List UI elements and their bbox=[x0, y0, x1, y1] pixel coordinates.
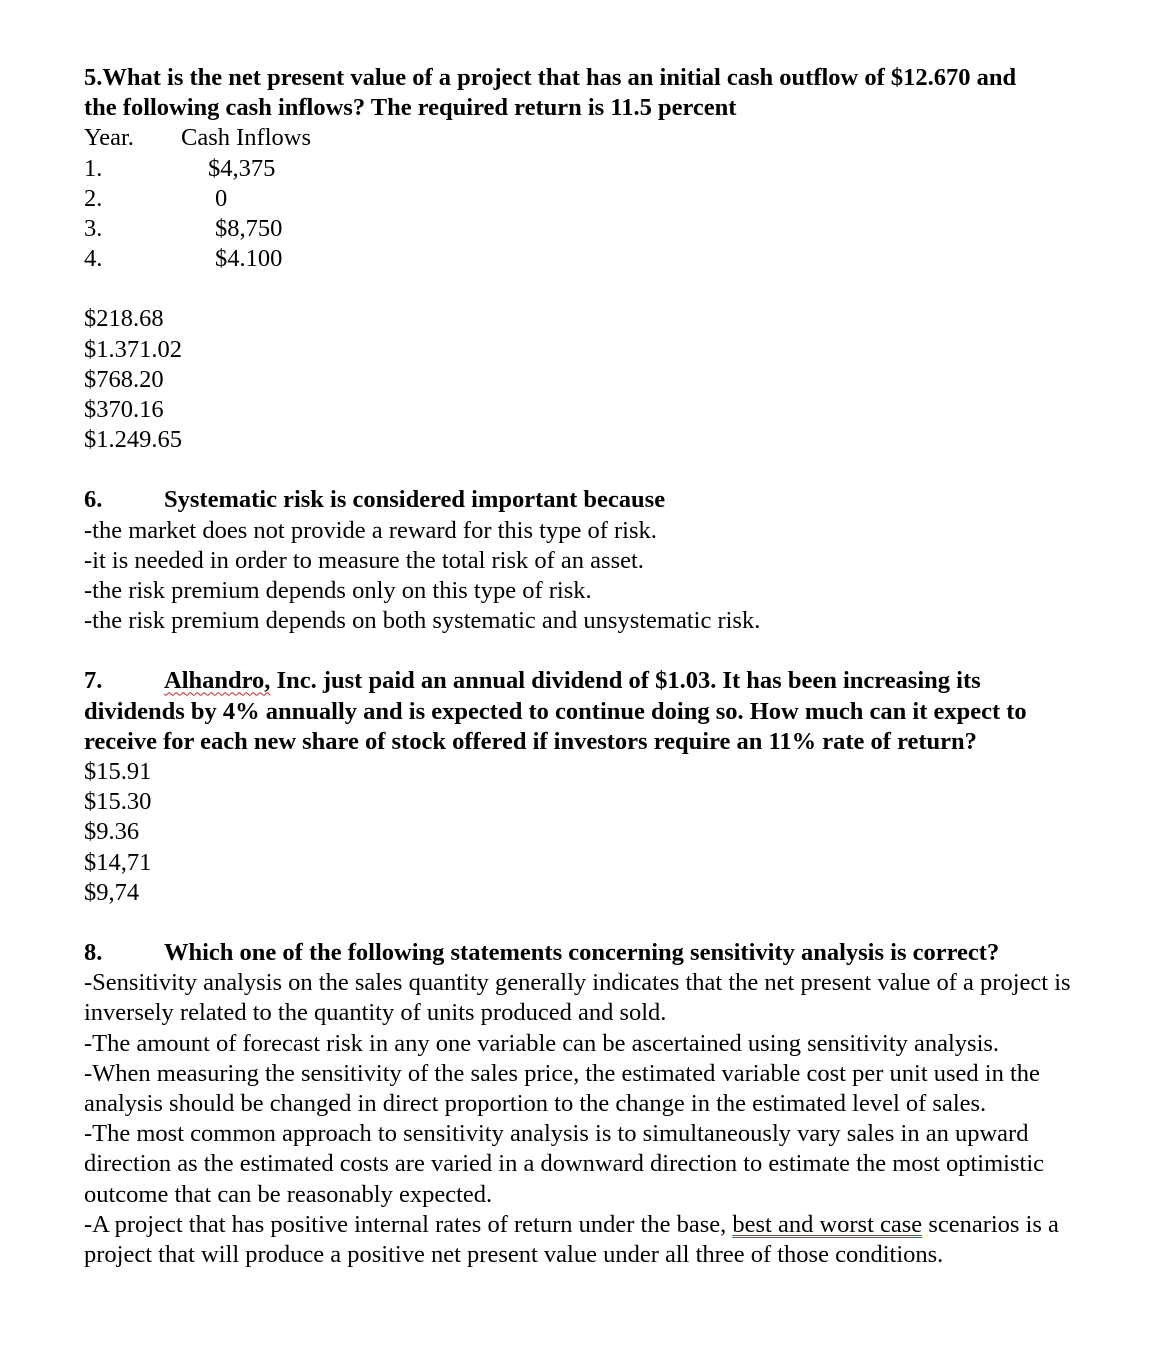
cash-flow-header bbox=[84, 123, 1124, 153]
q6-question bbox=[84, 485, 1124, 515]
q8-option-5-underlined: best and worst case bbox=[732, 1210, 923, 1238]
q8-option-2: -The amount of forecast risk in any one variable can be ascertained using sensitivity analysis. bbox=[84, 1029, 1000, 1057]
list-item: $1.371.02 bbox=[84, 335, 182, 363]
list-item: -it is needed in order to measure the total risk of an asset. bbox=[84, 546, 644, 574]
q6-number: 6. bbox=[84, 486, 103, 514]
q7-question-line-3: receive for each new share of stock offered if investors require an 11% rate of return? bbox=[84, 727, 977, 755]
cash-inflows-header: Cash Inflows bbox=[181, 124, 311, 152]
q8-option-5 bbox=[84, 1210, 1104, 1270]
q7-number: 7. bbox=[84, 667, 103, 695]
q5-options bbox=[84, 304, 1124, 455]
list-item: $370.16 bbox=[84, 396, 164, 424]
year-cell: 2. bbox=[84, 184, 103, 212]
list-item: $15.91 bbox=[84, 758, 152, 786]
q6-question-text: Systematic risk is considered important because bbox=[164, 486, 666, 514]
q8-option-1: -Sensitivity analysis on the sales quantity generally indicates that the net present value of a project is inversely related to the quantity of units produced and sold. bbox=[84, 969, 1071, 1027]
table-row bbox=[84, 184, 1124, 214]
question-8 bbox=[84, 938, 1104, 1270]
q8-option-3: -When measuring the sensitivity of the sales price, the estimated variable cost per unit used in the analysis should be changed in direct proportion to the change in the estimated level of sales. bbox=[84, 1059, 1040, 1118]
year-header: Year. bbox=[84, 124, 134, 152]
question-6 bbox=[84, 485, 1124, 636]
inflow-cell: 0 bbox=[215, 184, 228, 212]
list-item: $9.36 bbox=[84, 818, 140, 846]
list-item: -the risk premium depends on both systematic and unsystematic risk. bbox=[84, 607, 761, 635]
q5-question-line-2: the following cash inflows? The required return is 11.5 percent bbox=[84, 94, 737, 122]
list-item: -the market does not provide a reward for this type of risk. bbox=[84, 516, 657, 544]
q7-question-line-1 bbox=[84, 666, 1124, 696]
inflow-cell: $4.100 bbox=[215, 245, 283, 273]
spacer bbox=[84, 908, 1124, 938]
year-cell: 3. bbox=[84, 214, 103, 242]
q8-option-5-post: scenarios is a project that will produce a positive net present value under all three of those conditions. bbox=[84, 1210, 1059, 1269]
q7-question-line-1-rest: Inc. just paid an annual dividend of $1.03. It has been increasing its bbox=[270, 667, 981, 695]
q8-question bbox=[84, 938, 1104, 968]
cash-flow-table bbox=[84, 123, 1124, 274]
q8-option-5-pre: -A project that has positive internal rates of return under the base, bbox=[84, 1210, 733, 1238]
list-item: -the risk premium depends only on this type of risk. bbox=[84, 577, 592, 605]
year-cell: 4. bbox=[84, 245, 103, 273]
inflow-cell: $8,750 bbox=[215, 214, 283, 242]
q5-question-line-1: 5.What is the net present value of a project that has an initial cash outflow of $12.670 and bbox=[84, 64, 1017, 91]
list-item: $9,74 bbox=[84, 878, 140, 906]
q8-number: 8. bbox=[84, 939, 103, 967]
list-item: $14,71 bbox=[84, 848, 152, 876]
q8-option-4: -The most common approach to sensitivity analysis is to simultaneously vary sales in an upward direction as the estimated costs are varied in a downward direction to estimate the most optimistic outcome that can be reasonably expected. bbox=[84, 1120, 1044, 1208]
table-row bbox=[84, 154, 1124, 184]
q8-question-text: Which one of the following statements concerning sensitivity analysis is correct? bbox=[164, 939, 1000, 967]
list-item: $768.20 bbox=[84, 365, 164, 393]
table-row bbox=[84, 244, 1124, 274]
question-7 bbox=[84, 666, 1124, 908]
spacer bbox=[84, 636, 1124, 666]
q7-company-name: Alhandro, bbox=[164, 667, 271, 695]
spacer bbox=[84, 455, 1124, 485]
q7-question-line-2: dividends by 4% annually and is expected to continue doing so. How much can it expect to bbox=[84, 697, 1027, 725]
list-item: $15.30 bbox=[84, 788, 152, 816]
year-cell: 1. bbox=[84, 154, 103, 182]
spacer bbox=[84, 274, 1124, 304]
question-5 bbox=[84, 63, 1124, 455]
list-item: $218.68 bbox=[84, 305, 164, 333]
inflow-cell: $4,375 bbox=[208, 154, 276, 182]
list-item: $1.249.65 bbox=[84, 426, 182, 454]
table-row bbox=[84, 214, 1124, 244]
document-page bbox=[84, 63, 1124, 1270]
